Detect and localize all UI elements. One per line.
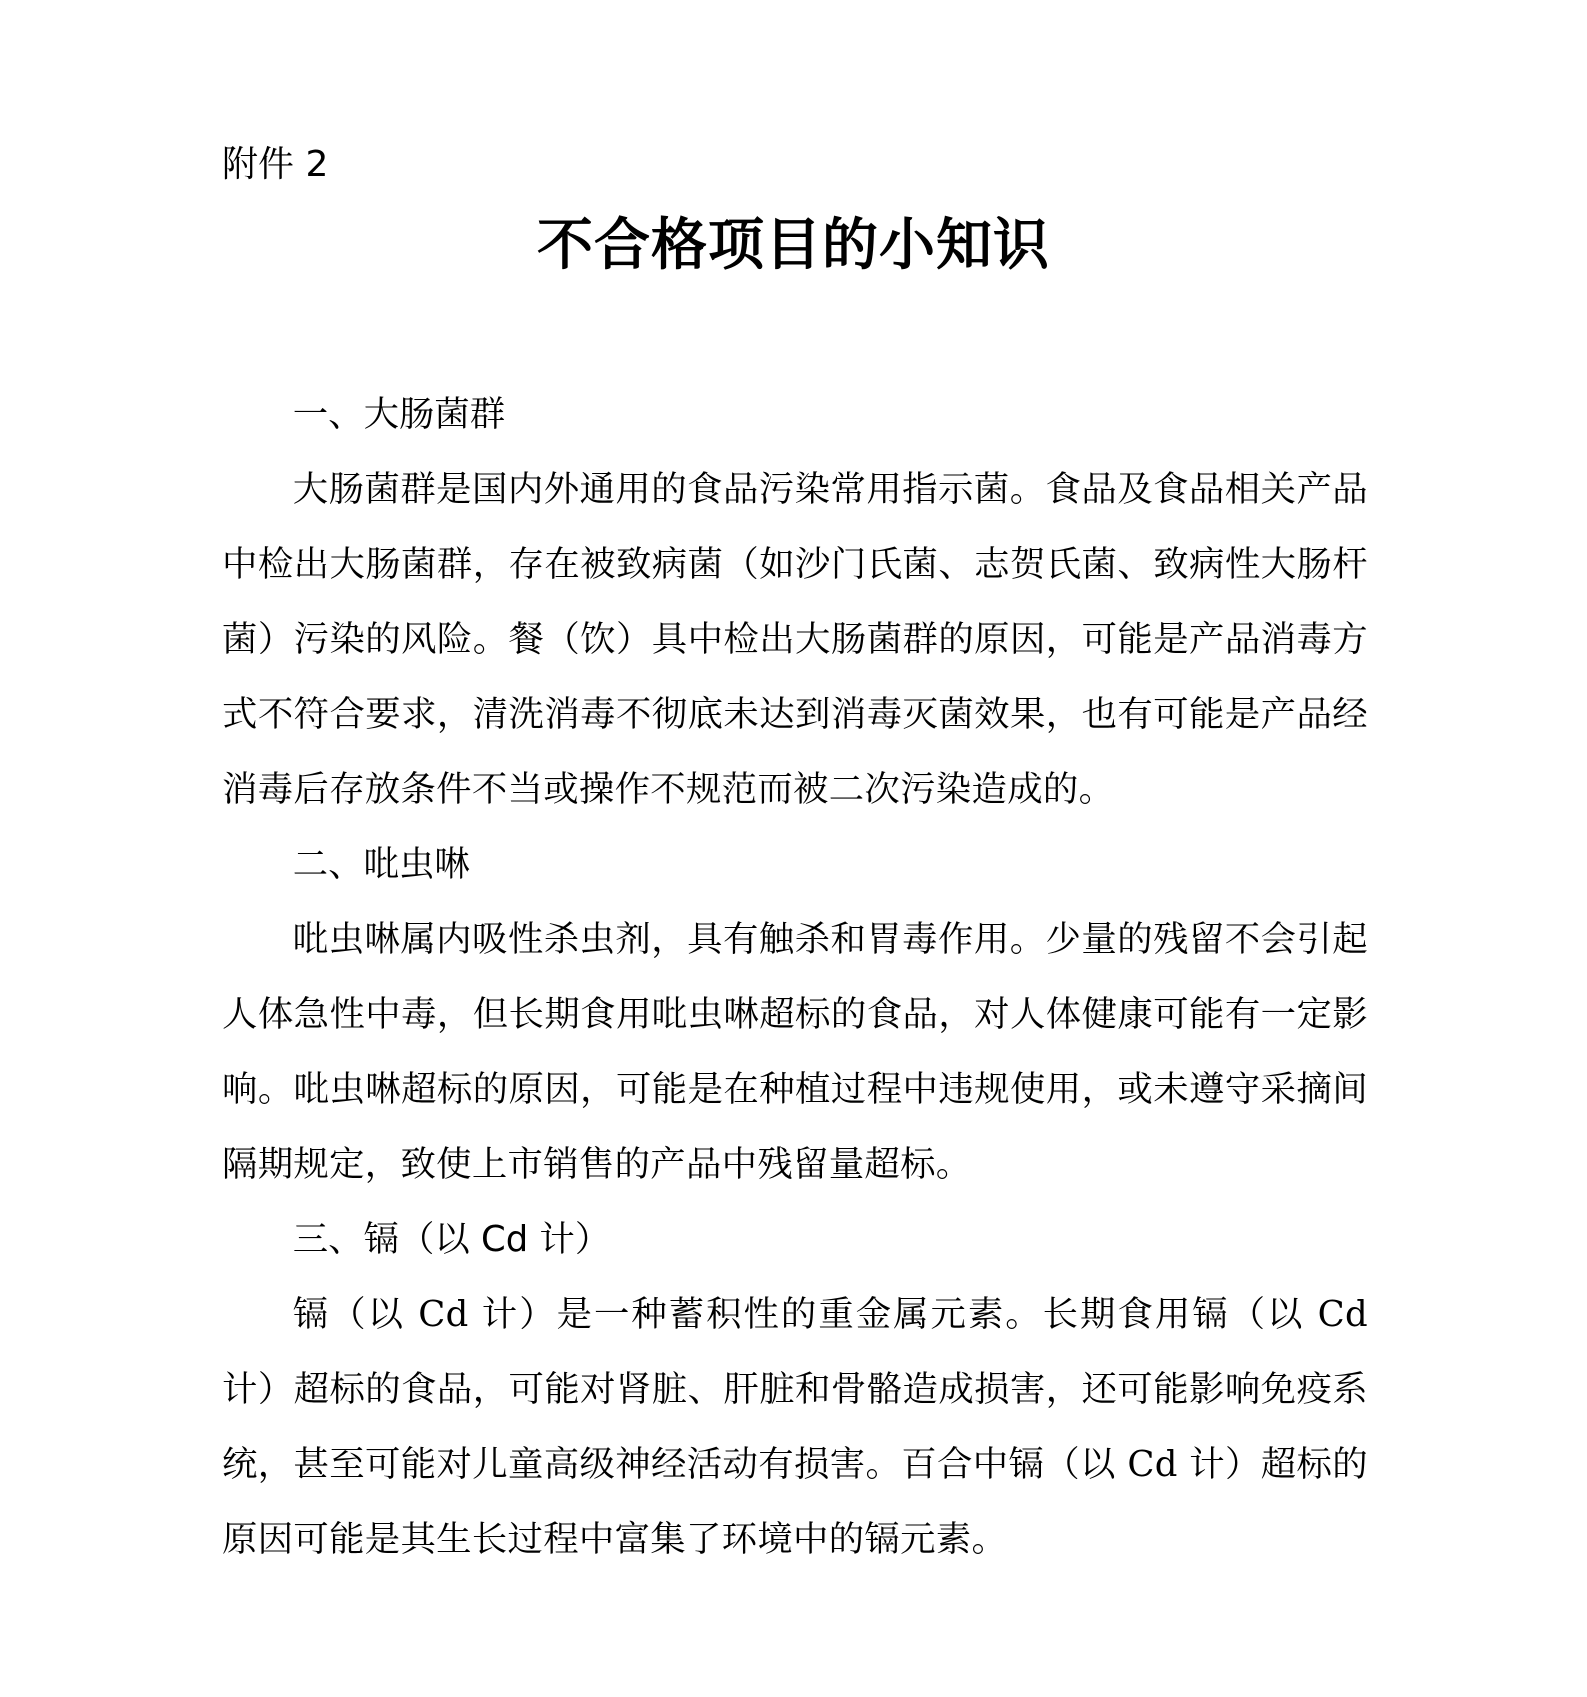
section-paragraph: 大肠菌群是国内外通用的食品污染常用指示菌。食品及食品相关产品中检出大肠菌群，存在被致病菌（如沙门氏菌、志贺氏菌、致病性大肠杆菌）污染的风险。餐（饮）具中检出大肠菌群的原因，可能是产品消毒方式不符合要求，清洗消毒不彻底未达到消毒灭菌效果，也有可能是产品经消毒后存放条件不当或操作不规范而被二次污染造成的。 — [222, 469, 1368, 810]
section-paragraph: 镉（以 Cd 计）是一种蓄积性的重金属元素。长期食用镉（以 Cd 计）超标的食品，可能对肾脏、肝脏和骨骼造成损害，还可能影响免疫系统，甚至可能对儿童高级神经活动有损害。百合中镉（以 Cd 计）超标的原因可能是其生长过程中富集了环境中的镉元素。 — [222, 1294, 1368, 1560]
section-heading: 一、大肠菌群 — [292, 394, 506, 435]
attachment-label: 附件 2 — [222, 144, 329, 185]
section-imidacloprid — [222, 827, 1368, 1202]
section-heading: 二、吡虫啉 — [292, 844, 470, 885]
section-heading: 三、镉（以 Cd 计） — [292, 1219, 611, 1260]
section-cadmium — [222, 1202, 1368, 1577]
section-paragraph: 吡虫啉属内吸性杀虫剂，具有触杀和胃毒作用。少量的残留不会引起人体急性中毒，但长期食用吡虫啉超标的食品，对人体健康可能有一定影响。吡虫啉超标的原因，可能是在种植过程中违规使用，或未遵守采摘间隔期规定，致使上市销售的产品中残留量超标。 — [222, 919, 1368, 1185]
document-body — [222, 377, 1368, 1577]
section-coliform — [222, 377, 1368, 827]
document-title: 不合格项目的小知识 — [537, 212, 1050, 278]
